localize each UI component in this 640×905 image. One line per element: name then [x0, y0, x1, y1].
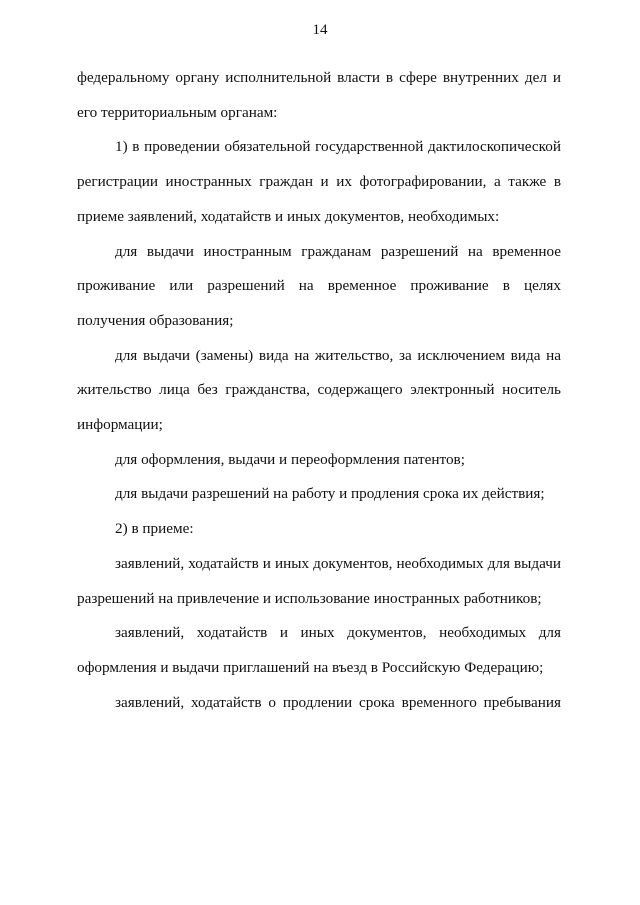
paragraph-work-permits: для выдачи разрешений на работу и продления срока их действия; — [115, 485, 545, 503]
page-number: 14 — [312, 22, 328, 38]
paragraph-temporary-residence: для выдачи иностранным гражданам разрешений на временное проживание или разрешений на временное проживание в целях получения образования; — [77, 242, 561, 329]
paragraph-item-1: 1) в проведении обязательной государственной дактилоскопической регистрации иностранных граждан и их фотографировании, а также в приеме заявлений, ходатайств и иных документов, необходимых: — [77, 138, 561, 225]
paragraph-stay-extension: заявлений, ходатайств о продлении срока временного пребывания — [115, 693, 561, 711]
paragraph-item-2: 2) в приеме: — [115, 520, 194, 538]
paragraph-residence-permit: для выдачи (замены) вида на жительство, за исключением вида на жительство лица без гражданства, содержащего электронный носитель информации; — [77, 346, 561, 434]
paragraph-invitations: заявлений, ходатайств и иных документов, необходимых для оформления и выдачи приглашений на въезд в Российскую Федерацию; — [77, 624, 561, 676]
paragraph-foreign-workers: заявлений, ходатайств и иных документов, необходимых для выдачи разрешений на привлечение и использование иностранных работников; — [77, 554, 561, 607]
document-body — [77, 61, 561, 720]
paragraph-patents: для оформления, выдачи и переоформления патентов; — [115, 450, 465, 468]
paragraph-intro: федеральному органу исполнительной власти в сфере внутренних дел и его территориальным органам: — [77, 69, 561, 121]
